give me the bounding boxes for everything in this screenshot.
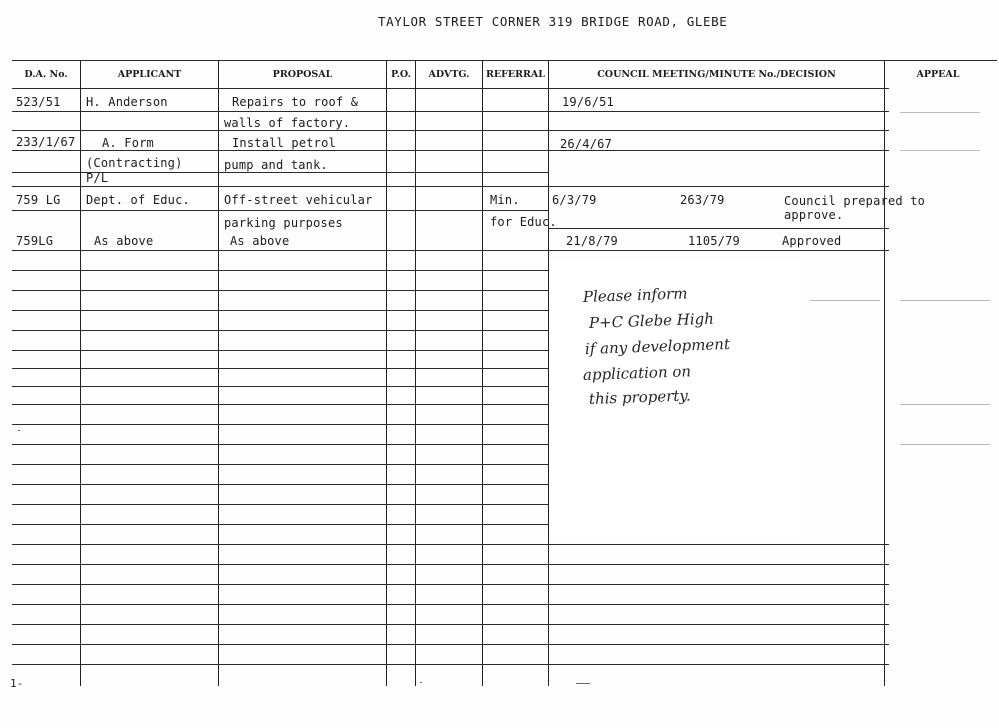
header-po: P.O. xyxy=(391,68,411,80)
entry-3-applicant: Dept. of Educ. xyxy=(86,193,190,207)
row-line xyxy=(12,150,889,151)
row-line xyxy=(12,584,889,585)
row-line xyxy=(12,644,889,645)
entry-1-date: 19/6/51 xyxy=(562,95,614,109)
scan-speck xyxy=(576,683,590,684)
entry-1-applicant: H. Anderson xyxy=(86,95,168,109)
entry-3-decision-line: Council prepared to xyxy=(784,194,926,208)
row-line xyxy=(12,504,548,505)
header-bottom-border xyxy=(12,88,889,89)
entry-1-proposal-line: Repairs to roof & xyxy=(232,95,359,109)
note-line: P+C Glebe High xyxy=(588,309,715,332)
row-line xyxy=(12,484,548,485)
table-top-border xyxy=(12,60,997,61)
entry-4-da: 759LG xyxy=(16,234,54,248)
entry-2-applicant-line: P/L xyxy=(86,171,109,185)
column-divider xyxy=(884,60,885,686)
entry-3-referral-line: for Educ. xyxy=(490,215,557,229)
entry-3-referral-line: Min. xyxy=(490,193,520,207)
row-line xyxy=(12,564,889,565)
header-council: COUNCIL MEETING/MINUTE No./DECISION xyxy=(597,68,836,80)
appeal-ruling xyxy=(900,300,990,301)
column-divider xyxy=(80,60,81,686)
row-line xyxy=(12,290,548,291)
row-line xyxy=(12,111,889,112)
appeal-ruling xyxy=(810,300,880,301)
entry-4-applicant: As above xyxy=(94,234,154,248)
header-proposal: PROPOSAL xyxy=(272,68,333,80)
row-line xyxy=(12,210,548,211)
column-divider xyxy=(386,60,387,686)
row-line xyxy=(12,310,548,311)
handwritten-note xyxy=(549,262,805,540)
appeal-ruling xyxy=(900,112,980,113)
column-divider xyxy=(218,60,219,686)
row-line xyxy=(12,270,548,271)
note-line: this property. xyxy=(588,386,691,408)
header-da-no: D.A. No. xyxy=(24,68,68,80)
entry-3-date: 6/3/79 xyxy=(552,193,597,207)
column-divider xyxy=(415,60,416,686)
entry-2-proposal-line: Install petrol xyxy=(232,136,336,150)
note-line: if any development xyxy=(584,334,731,358)
row-line xyxy=(12,386,548,387)
row-line xyxy=(12,330,548,331)
header-appeal: APPEAL xyxy=(916,68,960,80)
row-line xyxy=(12,464,548,465)
header-referral: REFERRAL xyxy=(486,68,545,80)
note-line: application on xyxy=(582,362,692,384)
entry-2-date: 26/4/67 xyxy=(560,137,612,151)
entry-3-decision-line: approve. xyxy=(784,208,844,222)
row-line xyxy=(12,604,889,605)
header-advtg: ADVTG. xyxy=(428,68,470,80)
header-applicant: APPLICANT xyxy=(117,68,182,80)
entry-4-minute: 1105/79 xyxy=(688,234,740,248)
row-line xyxy=(548,228,889,229)
entry-2-applicant-line: (Contracting) xyxy=(86,156,183,170)
entry-4-date: 21/8/79 xyxy=(566,234,618,248)
appeal-ruling xyxy=(900,150,980,151)
row-line xyxy=(12,350,548,351)
entry-2-applicant-line: A. Form xyxy=(102,136,154,150)
entry-2-proposal-line: pump and tank. xyxy=(224,158,328,172)
scan-speck xyxy=(18,430,20,431)
entry-4-decision: Approved xyxy=(782,234,842,248)
row-line xyxy=(12,444,548,445)
entry-1-da: 523/51 xyxy=(16,95,61,109)
entry-1-proposal-line: walls of factory. xyxy=(224,116,351,130)
row-line xyxy=(12,664,889,665)
page-title: TAYLOR STREET CORNER 319 BRIDGE ROAD, GLEBE xyxy=(378,14,728,29)
row-line xyxy=(12,404,548,405)
corner-mark: 1- xyxy=(10,677,24,690)
scan-speck xyxy=(420,682,422,683)
appeal-ruling xyxy=(900,444,990,445)
row-line xyxy=(12,250,889,251)
row-line xyxy=(12,424,548,425)
entry-2-da: 233/1/67 xyxy=(16,135,76,149)
row-line xyxy=(12,524,548,525)
row-line xyxy=(12,186,889,187)
entry-3-proposal-line: Off-street vehicular xyxy=(224,193,373,207)
row-line xyxy=(12,130,889,131)
entry-3-da: 759 LG xyxy=(16,193,61,207)
row-line xyxy=(12,544,889,545)
entry-4-proposal: As above xyxy=(230,234,290,248)
row-line xyxy=(12,624,889,625)
entry-3-proposal-line: parking purposes xyxy=(224,216,343,230)
note-line: Please inform xyxy=(582,284,688,306)
column-divider xyxy=(482,60,483,686)
row-line xyxy=(12,368,548,369)
appeal-ruling xyxy=(900,404,990,405)
entry-3-minute: 263/79 xyxy=(680,193,725,207)
